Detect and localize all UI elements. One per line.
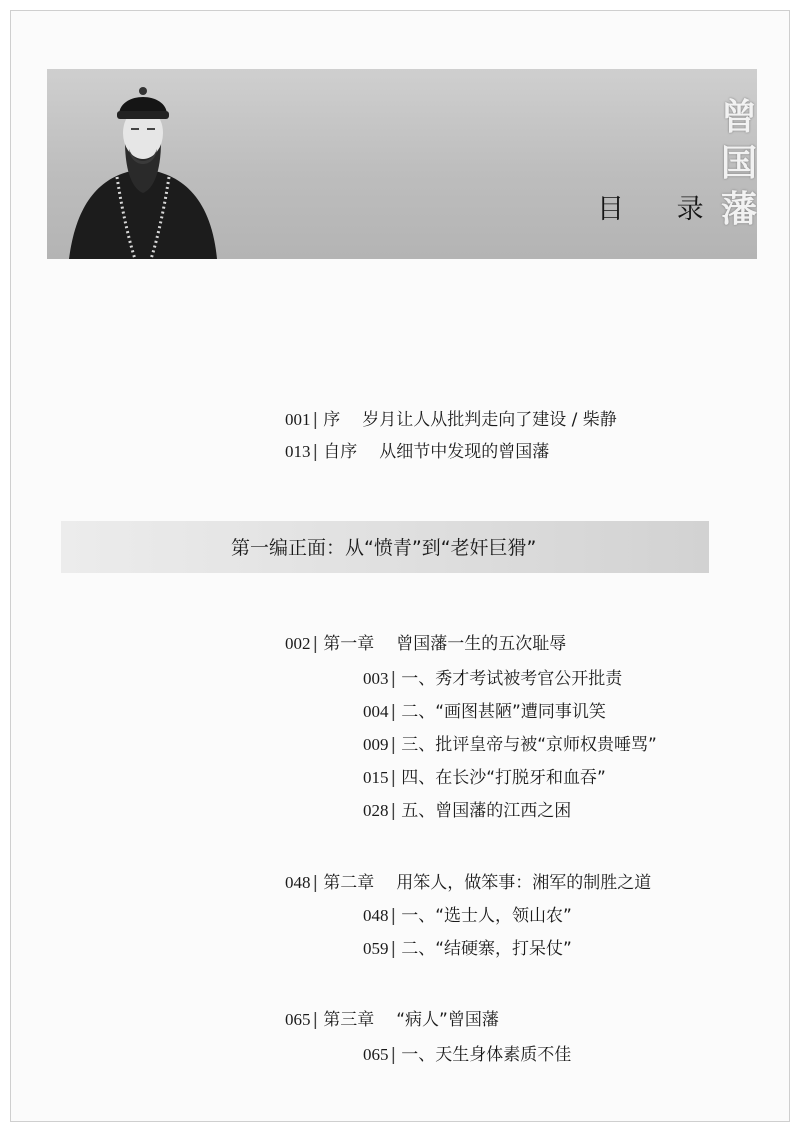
separator-bar: | xyxy=(312,410,319,430)
chapter-title: “病人”曾国藩 xyxy=(396,1010,499,1030)
entry-label: 自序 xyxy=(323,442,358,462)
section-title: 五、曾国藩的江西之困 xyxy=(401,801,572,821)
toc-section[interactable]: 015 | 四、在长沙“打脱牙和血吞” xyxy=(363,768,606,788)
toc-section[interactable]: 004 | 二、“画图甚陋”遭同事讥笑 xyxy=(363,702,606,722)
chapter-label: 第三章 xyxy=(323,1010,375,1030)
toc-section[interactable]: 048 | 一、“选士人，领山农” xyxy=(363,906,572,926)
page-number: 013 xyxy=(285,442,311,461)
toc-section[interactable]: 009 | 三、批评皇帝与被“京师权贵唾骂” xyxy=(363,735,657,755)
section-title: 四、在长沙“打脱牙和血吞” xyxy=(401,768,606,788)
page-number: 009 xyxy=(363,735,389,754)
page-number: 059 xyxy=(363,939,389,958)
section-title: 二、“画图甚陋”遭同事讥笑 xyxy=(401,702,606,722)
book-title-vertical: 曾 国 藩 xyxy=(721,97,757,230)
chapter-label: 第一章 xyxy=(323,634,375,654)
section-title: 一、天生身体素质不佳 xyxy=(401,1045,572,1065)
toc-chapter-1[interactable]: 002 | 第一章 曾国藩一生的五次耻辱 xyxy=(285,634,567,654)
part-title: 正面：从“愤青”到“老奸巨猾” xyxy=(288,537,537,559)
page-number: 001 xyxy=(285,410,311,429)
chapter-title: 曾国藩一生的五次耻辱 xyxy=(396,634,567,654)
section-title: 三、批评皇帝与被“京师权贵唾骂” xyxy=(401,735,657,755)
page-number: 028 xyxy=(363,801,389,820)
toc-heading: 目 录 xyxy=(597,194,726,225)
header-banner xyxy=(47,69,757,259)
entry-title: 岁月让人从批判走向了建设 / 柴静 xyxy=(362,410,617,430)
part-banner xyxy=(61,521,709,573)
chapter-title: 用笨人，做笨事：湘军的制胜之道 xyxy=(396,873,652,893)
page-number: 003 xyxy=(363,669,389,688)
page-number: 015 xyxy=(363,768,389,787)
page-number: 002 xyxy=(285,634,311,653)
portrait-image xyxy=(65,77,221,259)
page-number: 048 xyxy=(363,906,389,925)
section-title: 一、秀才考试被考官公开批责 xyxy=(401,669,623,689)
page-number: 048 xyxy=(285,873,311,892)
part-label: 第一编 xyxy=(231,537,289,559)
book-page xyxy=(10,10,790,1122)
page-number: 065 xyxy=(363,1045,389,1064)
section-title: 一、“选士人，领山农” xyxy=(401,906,572,926)
entry-label: 序 xyxy=(323,410,341,430)
entry-title: 从细节中发现的曾国藩 xyxy=(379,442,550,462)
part-heading[interactable] xyxy=(231,533,536,560)
page-number: 065 xyxy=(285,1010,311,1029)
chapter-label: 第二章 xyxy=(323,873,375,893)
toc-entry-preface[interactable] xyxy=(285,407,617,433)
toc-section[interactable]: 003 | 一、秀才考试被考官公开批责 xyxy=(363,669,623,689)
section-title: 二、“结硬寨，打呆仗” xyxy=(401,939,572,959)
toc-section[interactable]: 059 | 二、“结硬寨，打呆仗” xyxy=(363,939,572,959)
page-number: 004 xyxy=(363,702,389,721)
toc-section[interactable]: 028 | 五、曾国藩的江西之困 xyxy=(363,801,572,821)
toc-section[interactable]: 065 | 一、天生身体素质不佳 xyxy=(363,1045,572,1065)
toc-chapter-2[interactable]: 048 | 第二章 用笨人，做笨事：湘军的制胜之道 xyxy=(285,873,652,893)
toc-chapter-3[interactable]: 065 | 第三章 “病人”曾国藩 xyxy=(285,1010,499,1030)
separator-bar: | xyxy=(312,442,319,462)
toc-entry-author-preface[interactable] xyxy=(285,439,549,465)
